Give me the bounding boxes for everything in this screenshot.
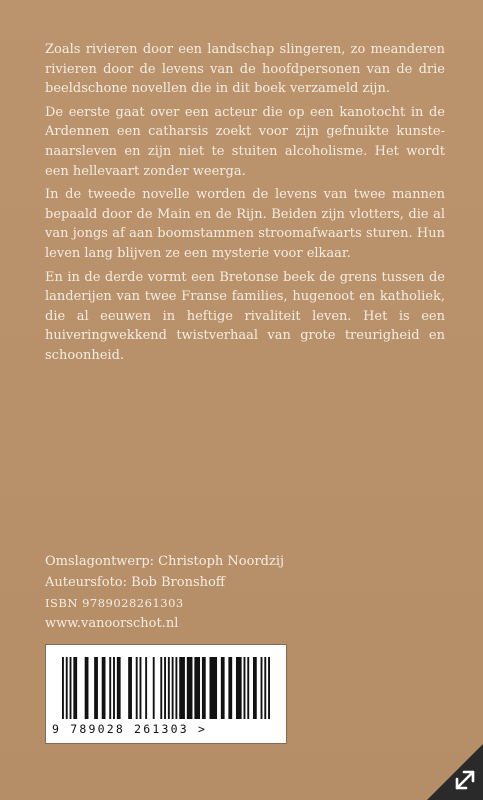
barcode-bar xyxy=(202,657,206,719)
barcode-bar xyxy=(261,657,263,719)
barcode xyxy=(45,644,287,744)
barcode-bar xyxy=(102,657,106,719)
blurb-paragraph-1: Zoals rivieren door een landschap slingeren, zo meanderen rivieren door de levens van de hoofdpersonen van de drie beeldschone novellen die in dit boek verzameld zijn. xyxy=(45,42,445,97)
barcode-bar xyxy=(228,657,232,719)
barcode-bar xyxy=(136,657,138,719)
barcode-bar xyxy=(209,657,217,719)
barcode-bar xyxy=(117,657,121,719)
barcode-bar xyxy=(172,657,174,719)
credits-block xyxy=(45,552,425,634)
barcode-bar xyxy=(168,657,170,719)
barcode-bar xyxy=(73,657,77,719)
blurb-paragraph-3: In de tweede novelle worden de levens van twee mannen bepaald door de Main en de Rijn. Beiden zijn vlotters, die al van jongs af aan boomstammen stroomafwaarts sturen. Hun leven lang blijven ze een mysterie voor elkaar. xyxy=(45,187,445,261)
barcode-bar xyxy=(128,657,132,719)
barcode-bar xyxy=(160,657,162,719)
barcode-bar xyxy=(221,657,225,719)
publisher-website: www.vanoorschot.nl xyxy=(45,615,179,631)
barcode-bar xyxy=(66,657,68,719)
blurb-text xyxy=(45,40,445,370)
expand-arrow-icon[interactable] xyxy=(427,744,483,800)
barcode-bar xyxy=(268,657,270,719)
barcode-bar xyxy=(236,657,242,719)
barcode-bar xyxy=(145,657,147,719)
barcode-digits: 9 789028 261303 > xyxy=(52,722,208,736)
blurb-paragraph-2: De eerste gaat over een acteur die op een kanotocht in de Ardennen een catharsis zoekt voor zijn gefnuikte kunste-naarsleven en zijn niet te stuiten alcoholisme. Het wordt een hellevaart zonder weerga. xyxy=(45,104,445,179)
barcode-bar xyxy=(244,657,246,719)
barcode-bars xyxy=(62,657,270,719)
barcode-bar xyxy=(164,657,166,719)
barcode-bar xyxy=(94,657,98,719)
barcode-bar xyxy=(85,657,89,719)
barcode-bar xyxy=(175,657,177,719)
isbn-text: ISBN 9789028261303 xyxy=(45,596,184,610)
barcode-bar xyxy=(179,657,185,719)
barcode-bar xyxy=(187,657,193,719)
barcode-bar xyxy=(253,657,257,719)
barcode-bar xyxy=(62,657,64,719)
barcode-bar xyxy=(113,657,115,719)
author-photo-credit: Auteursfoto: Bob Bronshoff xyxy=(45,574,226,590)
cover-design-credit: Omslagontwerp: Christoph Noordzij xyxy=(45,554,285,569)
barcode-bar xyxy=(247,657,249,719)
barcode-bar xyxy=(194,657,200,719)
blurb-paragraph-4: En in de derde vormt een Bretonse beek de grens tussen de landerijen van twee Franse families, hugenoot en katholiek, die al eeuwen in heftige rivaliteit leven. Het is een huiveringwekkend twistverhaal van grote treurigheid en schoonheid. xyxy=(45,269,445,363)
barcode-bar xyxy=(153,657,155,719)
barcode-bar xyxy=(109,657,111,719)
barcode-bar xyxy=(140,657,142,719)
barcode-bar xyxy=(264,657,266,719)
barcode-bar xyxy=(70,657,72,719)
